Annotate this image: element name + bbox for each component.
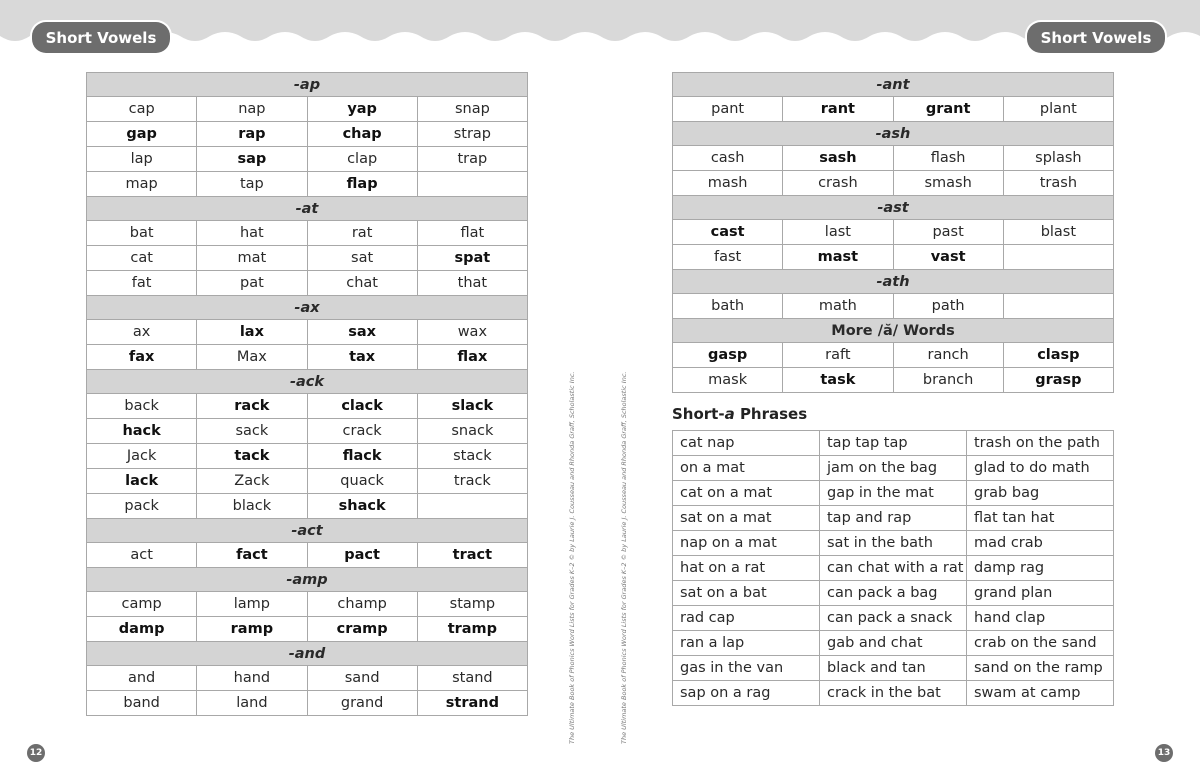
phrases-heading-prefix: Short- [672,405,725,423]
phrase-cell: crack in the bat [820,681,967,706]
phrase-cell: can chat with a rat [820,556,967,581]
word-cell: rap [197,122,307,147]
phrase-cell: swam at camp [967,681,1114,706]
word-cell: Jack [87,444,197,469]
word-cell: chat [307,271,417,296]
word-cell: bat [87,221,197,246]
word-cell: stamp [417,592,527,617]
word-cell: pact [307,543,417,568]
phrase-row [673,556,1114,581]
phrase-cell: mad crab [967,531,1114,556]
word-cell: rack [197,394,307,419]
word-family-header-row [673,196,1114,220]
word-cell: grasp [1003,368,1113,393]
word-cell: crash [783,171,893,196]
phrase-cell: sap on a rag [673,681,820,706]
phrase-cell: trash on the path [967,431,1114,456]
word-family-header: More /ă/ Words [673,319,1114,343]
word-cell: track [417,469,527,494]
word-cell: pack [87,494,197,519]
word-family-header-row [87,197,528,221]
word-family-header: -ast [673,196,1114,220]
phrase-row [673,581,1114,606]
word-cell: blast [1003,220,1113,245]
word-cell: splash [1003,146,1113,171]
word-cell: lack [87,469,197,494]
phrase-cell: ran a lap [673,631,820,656]
word-cell: back [87,394,197,419]
word-cell: ranch [893,343,1003,368]
word-row [87,444,528,469]
word-cell: flap [307,172,417,197]
word-cell [1003,245,1113,270]
word-cell: math [783,294,893,319]
phrase-cell: cat nap [673,431,820,456]
copyright-credit-left: The Ultimate Book of Phonics Word Lists for Grades K–2 © by Laurie J. Cousseau and Rhonda Graff, Scholastic Inc. [568,371,576,744]
phrase-cell: jam on the bag [820,456,967,481]
word-cell: cramp [307,617,417,642]
word-row [87,147,528,172]
phrase-cell: hand clap [967,606,1114,631]
word-family-header-row [87,73,528,97]
word-family-header: -ash [673,122,1114,146]
word-cell: rat [307,221,417,246]
word-family-header: -ap [87,73,528,97]
word-cell: sash [783,146,893,171]
word-cell: Max [197,345,307,370]
word-family-header: -ack [87,370,528,394]
word-cell: clasp [1003,343,1113,368]
word-row [87,394,528,419]
word-cell: grand [307,691,417,716]
phrase-row [673,656,1114,681]
phrase-cell: nap on a mat [673,531,820,556]
word-row [87,494,528,519]
word-cell: pat [197,271,307,296]
word-row [673,171,1114,196]
word-row [87,271,528,296]
word-cell: shack [307,494,417,519]
phrases-heading-letter: a [724,405,735,423]
word-cell: mask [673,368,783,393]
phrase-cell: flat tan hat [967,506,1114,531]
word-row [87,345,528,370]
word-cell: mat [197,246,307,271]
phrase-row [673,631,1114,656]
word-cell: nap [197,97,307,122]
word-row [87,543,528,568]
phrase-cell: can pack a snack [820,606,967,631]
phrase-row [673,431,1114,456]
word-cell: champ [307,592,417,617]
phrases-heading-suffix: Phrases [734,405,808,423]
word-family-header: -ath [673,270,1114,294]
word-cell: gasp [673,343,783,368]
phrase-cell: grab bag [967,481,1114,506]
word-cell: clack [307,394,417,419]
word-cell: cap [87,97,197,122]
word-cell: pant [673,97,783,122]
word-cell: stack [417,444,527,469]
phrase-cell: gab and chat [820,631,967,656]
word-cell: slack [417,394,527,419]
phrase-cell: rad cap [673,606,820,631]
section-tab-left: Short Vowels [32,22,170,53]
word-cell: spat [417,246,527,271]
word-row [87,97,528,122]
word-list-table-left [86,72,528,716]
wavy-header-band [0,0,1200,48]
word-cell: stand [417,666,527,691]
word-family-header-row [87,568,528,592]
word-cell: smash [893,171,1003,196]
word-family-header-row [87,519,528,543]
word-cell: wax [417,320,527,345]
phrase-cell: hat on a rat [673,556,820,581]
word-family-header-row [673,270,1114,294]
word-cell: strap [417,122,527,147]
phrase-row [673,456,1114,481]
word-row [87,617,528,642]
word-cell: cash [673,146,783,171]
word-cell: snap [417,97,527,122]
word-cell: tack [197,444,307,469]
word-cell: crack [307,419,417,444]
word-cell: ramp [197,617,307,642]
word-row [87,221,528,246]
word-cell: lamp [197,592,307,617]
word-cell: grant [893,97,1003,122]
word-row [87,691,528,716]
word-row [87,469,528,494]
word-cell: map [87,172,197,197]
word-cell [1003,294,1113,319]
page-number-right: 13 [1155,744,1173,762]
word-cell [417,172,527,197]
phrase-cell: cat on a mat [673,481,820,506]
phrase-cell: sand on the ramp [967,656,1114,681]
word-cell: ax [87,320,197,345]
word-cell: flack [307,444,417,469]
word-cell: lax [197,320,307,345]
word-cell: flat [417,221,527,246]
word-cell: land [197,691,307,716]
word-family-header: -at [87,197,528,221]
word-cell: fact [197,543,307,568]
word-cell: black [197,494,307,519]
word-cell: sap [197,147,307,172]
phrases-heading [672,405,807,423]
word-cell: flash [893,146,1003,171]
word-cell: fax [87,345,197,370]
phrase-cell: crab on the sand [967,631,1114,656]
word-row [673,220,1114,245]
word-cell: last [783,220,893,245]
word-cell: sack [197,419,307,444]
word-cell: flax [417,345,527,370]
word-cell: hat [197,221,307,246]
word-cell: plant [1003,97,1113,122]
copyright-credit-right: The Ultimate Book of Phonics Word Lists for Grades K–2 © by Laurie J. Cousseau and Rhonda Graff, Scholastic Inc. [620,371,628,744]
word-cell: hack [87,419,197,444]
word-cell: fast [673,245,783,270]
word-cell: fat [87,271,197,296]
word-cell: sand [307,666,417,691]
phrase-cell: tap and rap [820,506,967,531]
phrase-cell: sat in the bath [820,531,967,556]
word-cell: cast [673,220,783,245]
word-family-header: -ax [87,296,528,320]
word-cell: raft [783,343,893,368]
phrase-row [673,681,1114,706]
word-cell: mast [783,245,893,270]
word-cell: trash [1003,171,1113,196]
word-list-table-right [672,72,1114,393]
word-cell: damp [87,617,197,642]
word-cell: act [87,543,197,568]
word-cell: path [893,294,1003,319]
word-row [87,419,528,444]
word-row [87,592,528,617]
word-cell: strand [417,691,527,716]
word-cell: tramp [417,617,527,642]
word-cell: yap [307,97,417,122]
phrase-cell: sat on a bat [673,581,820,606]
word-cell: Zack [197,469,307,494]
phrase-cell: gas in the van [673,656,820,681]
word-cell: branch [893,368,1003,393]
word-family-header-row [673,122,1114,146]
phrase-cell: sat on a mat [673,506,820,531]
phrase-cell: gap in the mat [820,481,967,506]
word-row [673,343,1114,368]
phrase-row [673,481,1114,506]
word-row [673,368,1114,393]
phrase-cell: black and tan [820,656,967,681]
word-row [87,320,528,345]
word-row [673,97,1114,122]
phrases-table [672,430,1114,706]
word-cell: task [783,368,893,393]
word-cell: cat [87,246,197,271]
word-cell: trap [417,147,527,172]
phrase-row [673,506,1114,531]
word-cell: mash [673,171,783,196]
word-cell: sat [307,246,417,271]
word-family-header: -ant [673,73,1114,97]
phrase-cell: grand plan [967,581,1114,606]
word-cell: tax [307,345,417,370]
word-row [673,294,1114,319]
word-cell: vast [893,245,1003,270]
word-cell: hand [197,666,307,691]
word-cell: tract [417,543,527,568]
word-cell: bath [673,294,783,319]
word-cell: past [893,220,1003,245]
word-family-header-row [87,642,528,666]
word-row [673,245,1114,270]
word-cell: sax [307,320,417,345]
phrase-cell: can pack a bag [820,581,967,606]
word-cell: that [417,271,527,296]
phrase-row [673,606,1114,631]
word-family-header-row [87,370,528,394]
word-cell: gap [87,122,197,147]
word-row [87,246,528,271]
phrase-cell: damp rag [967,556,1114,581]
word-cell: camp [87,592,197,617]
word-family-header-row [87,296,528,320]
word-cell: and [87,666,197,691]
word-family-header: -and [87,642,528,666]
word-row [673,146,1114,171]
word-cell [417,494,527,519]
phrase-row [673,531,1114,556]
word-cell: tap [197,172,307,197]
word-cell: chap [307,122,417,147]
phrase-cell: glad to do math [967,456,1114,481]
section-tab-right: Short Vowels [1027,22,1165,53]
phrase-cell: on a mat [673,456,820,481]
word-cell: snack [417,419,527,444]
word-row [87,122,528,147]
word-cell: lap [87,147,197,172]
word-family-header: -act [87,519,528,543]
word-family-header-row [673,319,1114,343]
word-cell: band [87,691,197,716]
page-number-left: 12 [27,744,45,762]
word-cell: clap [307,147,417,172]
word-row [87,666,528,691]
word-row [87,172,528,197]
word-cell: rant [783,97,893,122]
phrase-cell: tap tap tap [820,431,967,456]
word-family-header: -amp [87,568,528,592]
word-cell: quack [307,469,417,494]
word-family-header-row [673,73,1114,97]
